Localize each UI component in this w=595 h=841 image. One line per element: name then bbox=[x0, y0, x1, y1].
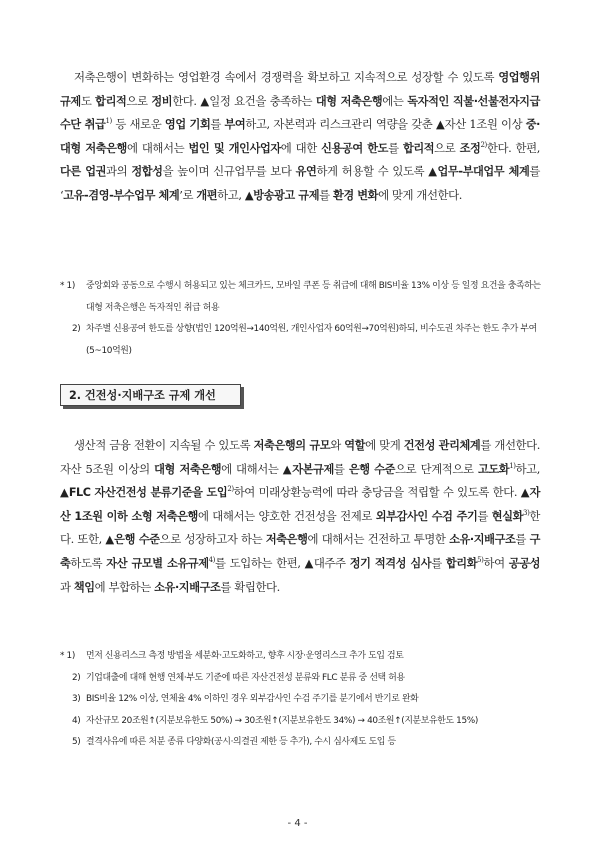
footnote-label: 5) bbox=[72, 737, 81, 747]
footnote-text: 결격사유에 따른 처분 종류 다양화(공시·의결권 제한 등 추가), 수시 심사제도 도입 등 bbox=[86, 737, 396, 747]
footnote-item bbox=[60, 711, 545, 733]
footnotes-soundness-governance bbox=[60, 646, 545, 754]
footnote-text: 자산규모 20조원↑(지분보유한도 50%) → 30조원↑(지분보유한도 34%) → 40조원↑(지분보유한도 15%) bbox=[86, 715, 478, 726]
paragraph-text: 저축은행이 변화하는 영업환경 속에서 경쟁력을 확보하고 지속적으로 성장할 수 있도록 영업행위 규제도 합리적으로 정비한다. ▲일정 요건을 충족하는 대형 저축은행에는 독자적인 직불·선불전자지급수단 취급$^{1)}$ 등 새로운 영업 기회를 부여하고, 자본력과 리스크관리 역량을 갖춘 ▲자산 1조원 이상 중·대형 저축은행에 대해서는 법인 및 개인사업자에 대한 신용공여 한도를 합리적으로 조정$^{2)}$한다. 한편, 다른 업권과의 정합성을 높이며 신규업무를 보다 유연하게 허용할 수 있도록 ▲업무-부대업무 체계를 ‘고유-겸영-부수업무 체계’로 개편하고, ▲방송광고 규제를 환경 변화에 맞게 개선한다. bbox=[60, 70, 541, 202]
footnote-label: * 1) bbox=[60, 281, 75, 291]
footnote-text: 먼저 신용리스크 측정 방법을 세분화·고도화하고, 향후 시장·운영리스크 추가 도입 검토 bbox=[86, 651, 404, 661]
footnotes-business-regulation bbox=[60, 276, 545, 362]
footnote-label: 3) bbox=[72, 694, 81, 704]
footnote-label: * 1) bbox=[60, 651, 75, 661]
section-heading: 2. 건전성·지배구조 규제 개선 bbox=[60, 384, 241, 406]
footnote-text: 기업대출에 대해 현행 연체·부도 기준에 따른 자산건전성 분류와 FLC 분류 중 선택 허용 bbox=[86, 672, 405, 683]
footnote-item bbox=[60, 732, 545, 754]
footnote-item bbox=[60, 689, 545, 711]
footnote-text: BIS비율 12% 이상, 연체율 4% 이하인 경우 외부감사인 수검 주기를 분기에서 반기로 완화 bbox=[86, 694, 419, 704]
paragraph-text: 생산적 금융 전환이 지속될 수 있도록 저축은행의 규모와 역할에 맞게 건전성 관리체계를 개선한다. 자산 5조원 이상의 대형 저축은행에 대해서는 ▲자본규제를 은행 수준으로 단계적으로 고도화$^{1)}$하고, ▲FLC 자산건전성 분류기준을 도입$^{2)}$하여 미래상환능력에 따라 충당금을 적립할 수 있도록 한다. ▲자산 1조원 이하 소형 저축은행에 대해서는 양호한 건전성을 전제로 외부감사인 수검 주기를 현실화$^{3)}$한다. 또한, ▲은행 수준으로 성장하고자 하는 저축은행에 대해서는 건전하고 투명한 소유·지배구조를 구축하도록 자산 규모별 소유규제$^{4)}$를 도입하는 한편, ▲대주주 정기 적격성 심사를 합리화$^{5)}$하여 공공성과 책임에 부합하는 소유·지배구조를 확립한다. bbox=[60, 438, 541, 594]
footnote-item bbox=[60, 319, 545, 362]
footnote-label: 2) bbox=[72, 324, 81, 334]
page-number: - 4 - bbox=[287, 818, 308, 829]
footnote-item bbox=[60, 668, 545, 690]
footnote-text: 중앙회와 공동으로 수행시 허용되고 있는 체크카드, 모바일 쿠폰 등 취급에 대해 BIS비율 13% 이상 등 일정 요건을 충족하는 대형 저축은행은 독자적인 취급 허용 bbox=[86, 281, 541, 313]
footnote-label: 2) bbox=[72, 672, 81, 683]
footnote-label: 4) bbox=[72, 715, 81, 726]
footnote-item bbox=[60, 276, 545, 319]
paragraph-soundness-governance bbox=[60, 434, 540, 599]
footnote-item bbox=[60, 646, 545, 668]
footnote-text: 차주별 신용공여 한도를 상향(법인 120억원→140억원, 개인사업자 60억원→70억원)하되, 비수도권 차주는 한도 추가 부여(5~10억원) bbox=[86, 324, 537, 356]
paragraph-business-regulation bbox=[60, 66, 540, 208]
